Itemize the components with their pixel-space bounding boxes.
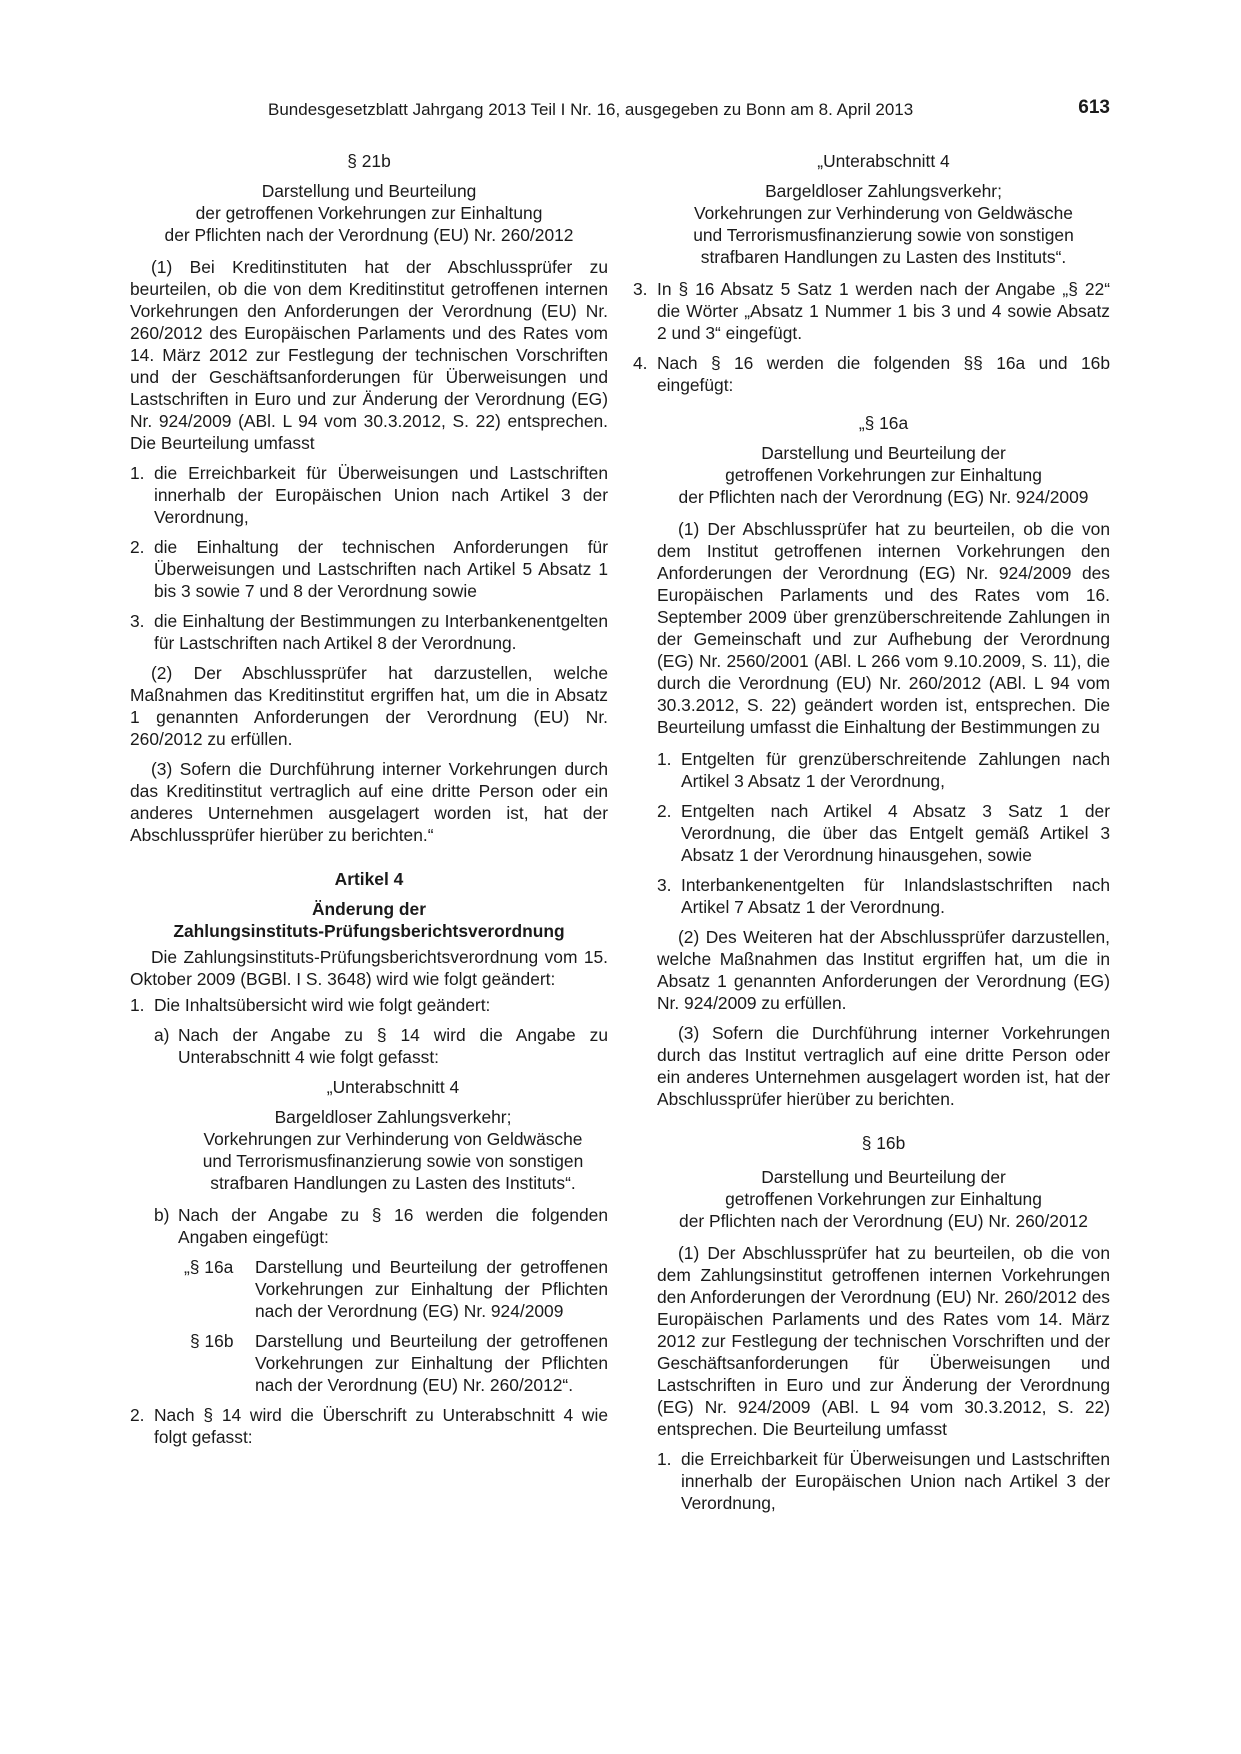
list-number: 3. (633, 279, 648, 299)
list-number: 2. (130, 1405, 145, 1425)
list-text: Interbankenentgelten für Inlandslastschriften nach Artikel 7 Absatz 1 der Verordnung. (681, 875, 1110, 917)
toc-number: § 16b (190, 1331, 234, 1351)
quote-line: Bargeldloser Zahlungsverkehr; (765, 181, 1002, 201)
list-text: die Einhaltung der technischen Anforderungen für Überweisungen und Lastschriften nach Artikel 5 Absatz 1 bis 3 sowie 7 und 8 der Verordnung sowie (154, 537, 608, 601)
sub-item-letter: b) (154, 1205, 170, 1225)
page-header (130, 97, 1110, 124)
paragraph-3: (3) Sofern die Durchführung interner Vorkehrungen durch das Institut vertraglich auf eine dritte Person oder ein anderes Unternehmen ausgelagert worden ist, hat der Abschlussprüfer hierüber zu berichten. (657, 1023, 1110, 1109)
quote-line: Vorkehrungen zur Verhinderung von Geldwäsche (694, 203, 1073, 223)
list-text: die Erreichbarkeit für Überweisungen und Lastschriften innerhalb der Europäischen Union nach Artikel 3 der Verordnung, (154, 463, 608, 527)
sub-item-text: Nach der Angabe zu § 16 werden die folgenden Angaben eingefügt: (178, 1205, 608, 1247)
paragraph-3: (3) Sofern die Durchführung interner Vorkehrungen durch das Kreditinstitut vertraglich auf eine dritte Person oder ein anderes Unternehmen ausgelagert worden ist, hat der Abschlussprüfer hierüber zu berichten.“ (130, 759, 608, 845)
article-4-title: Zahlungsinstituts-Prüfungsberichtsverordnung (173, 921, 565, 941)
section-21b-title-line: der Pflichten nach der Verordnung (EU) Nr. 260/2012 (164, 225, 574, 245)
quote-line: Bargeldloser Zahlungsverkehr; (274, 1107, 512, 1127)
list-item (657, 1448, 1110, 1514)
list-item (633, 352, 1110, 396)
paragraph-1: (1) Bei Kreditinstituten hat der Abschlussprüfer zu beurteilen, ob die von dem Kreditinstitut getroffenen internen Vorkehrungen den Anforderungen der Verordnung (EU) Nr. 260/2012 des Europäischen Parlaments und des Rates vom 14. März 2012 zur Festlegung der technischen Vorschriften und der Geschäftsanforderungen für Überweisungen und Lastschriften in Euro und zur Änderung der Verordnung (EG) Nr. 924/2009 (ABl. L 94 vom 30.3.2012, S. 22) entsprechen. Die Beurteilung umfasst (130, 257, 608, 453)
quoted-heading (130, 1076, 608, 1194)
section-21b-title-line: Darstellung und Beurteilung (261, 181, 477, 201)
section-16b-title-line: getroffenen Vorkehrungen zur Einhaltung (725, 1189, 1042, 1209)
sub-item-text: Nach der Angabe zu § 14 wird die Angabe zu Unterabschnitt 4 wie folgt gefasst: (178, 1025, 608, 1067)
section-21b-heading: § 21b (347, 151, 391, 171)
left-column (130, 150, 608, 1448)
page-number: 613 (1078, 97, 1110, 118)
quote-line: strafbaren Handlungen zu Lasten des Instituts“. (210, 1173, 576, 1193)
paragraph-1: (1) Der Abschlussprüfer hat zu beurteilen, ob die von dem Zahlungsinstitut getroffenen internen Vorkehrungen den Anforderungen der Verordnung (EU) Nr. 260/2012 des Europäischen Parlaments und des Rates vom 14. März 2012 zur Festlegung der technischen Vorschriften und der Geschäftsanforderungen für Überweisungen und Lastschriften in Euro und zur Änderung der Verordnung (EG) Nr. 924/2009 (ABl. L 94 vom 30.3.2012, S. 22) entsprechen. Die Beurteilung umfasst (657, 1243, 1110, 1439)
list-item (130, 462, 608, 528)
toc-text: Darstellung und Beurteilung der getroffenen Vorkehrungen zur Einhaltung der Pflichten nach der Verordnung (EG) Nr. 924/2009 (255, 1257, 608, 1321)
article-4-intro: Die Zahlungsinstituts-Prüfungsberichtsverordnung vom 15. Oktober 2009 (BGBl. I S. 3648) wird wie folgt geändert: (130, 947, 608, 989)
section-16b-title-line: Darstellung und Beurteilung der (761, 1167, 1006, 1187)
list-item (130, 994, 608, 1016)
section-16b-title-line: der Pflichten nach der Verordnung (EU) Nr. 260/2012 (679, 1211, 1088, 1231)
quote-line: und Terrorismusfinanzierung sowie von sonstigen (693, 225, 1074, 245)
article-4-title: Änderung der (311, 899, 426, 919)
list-text: die Einhaltung der Bestimmungen zu Interbankenentgelten für Lastschriften nach Artikel 8 der Verordnung. (154, 611, 608, 653)
quote-line: Vorkehrungen zur Verhinderung von Geldwäsche (203, 1129, 583, 1149)
quote-line: strafbaren Handlungen zu Lasten des Instituts“. (700, 247, 1067, 267)
paragraph-1: (1) Der Abschlussprüfer hat zu beurteilen, ob die von dem Institut getroffenen internen Vorkehrungen den Anforderungen der Verordnung (EG) Nr. 924/2009 des Europäischen Parlaments und des Rates vom 16. September 2009 über grenzüberschreitende Zahlungen in der Gemeinschaft und zur Aufhebung der Verordnung (EG) Nr. 2560/2001 (ABl. L 266 vom 9.10.2009, S. 11), die durch die Verordnung (EU) Nr. 260/2012 (ABl. L 94 vom 30.3.2012, S. 22) geändert worden ist, entsprechen. Die Beurteilung umfasst die Einhaltung der Bestimmungen zu (657, 519, 1110, 737)
sub-item-letter: a) (154, 1025, 170, 1045)
list-number: 2. (657, 801, 672, 821)
list-number: 2. (130, 537, 145, 557)
quoted-heading (633, 150, 1110, 268)
list-text: Entgelten für grenzüberschreitende Zahlungen nach Artikel 3 Absatz 1 der Verordnung, (681, 749, 1110, 791)
paragraph-2: (2) Der Abschlussprüfer hat darzustellen, welche Maßnahmen das Kreditinstitut ergriffen hat, um die in Absatz 1 genannten Anforderungen der Verordnung (EU) Nr. 260/2012 zu erfüllen. (130, 663, 608, 749)
quote-head: „Unterabschnitt 4 (326, 1077, 460, 1097)
section-16a-heading: „§ 16a (858, 413, 909, 433)
list-item (657, 874, 1110, 918)
quote-line: und Terrorismusfinanzierung sowie von sonstigen (202, 1151, 584, 1171)
list-item (130, 536, 608, 602)
sub-item (130, 1024, 608, 1068)
list-text: die Erreichbarkeit für Überweisungen und Lastschriften innerhalb der Europäischen Union nach Artikel 3 der Verordnung, (681, 1449, 1110, 1513)
list-number: 1. (657, 1449, 672, 1469)
list-item (633, 278, 1110, 344)
quote-head: „Unterabschnitt 4 (817, 151, 950, 171)
list-number: 4. (633, 353, 648, 373)
list-item (657, 800, 1110, 866)
list-number: 3. (130, 611, 145, 631)
list-item (130, 610, 608, 654)
section-16a-title-line: getroffenen Vorkehrungen zur Einhaltung (725, 465, 1042, 485)
list-number: 1. (130, 995, 145, 1015)
section-21b-title-line: der getroffenen Vorkehrungen zur Einhaltung (195, 203, 543, 223)
section-16a-title-line: Darstellung und Beurteilung der (761, 443, 1006, 463)
header-title: Bundesgesetzblatt Jahrgang 2013 Teil I Nr. 16, ausgegeben zu Bonn am 8. April 2013 (268, 100, 914, 119)
list-text: Nach § 14 wird die Überschrift zu Unterabschnitt 4 wie folgt gefasst: (154, 1405, 608, 1447)
list-item (657, 748, 1110, 792)
sub-item (130, 1204, 608, 1248)
section-16a-title-line: der Pflichten nach der Verordnung (EG) Nr. 924/2009 (678, 487, 1089, 507)
list-text: Nach § 16 werden die folgenden §§ 16a und 16b eingefügt: (657, 353, 1110, 395)
article-4-heading: Artikel 4 (334, 869, 404, 889)
list-text: In § 16 Absatz 5 Satz 1 werden nach der Angabe „§ 22“ die Wörter „Absatz 1 Nummer 1 bis 3 und 4 sowie Absatz 2 und 3“ eingefügt. (657, 279, 1110, 343)
list-number: 1. (130, 463, 145, 483)
toc-entry (130, 1256, 608, 1322)
paragraph-2: (2) Des Weiteren hat der Abschlussprüfer darzustellen, welche Maßnahmen das Institut ergriffen hat, um die in Absatz 1 genannten Anforderungen der Verordnung (EG) Nr. 924/2009 zu erfüllen. (657, 927, 1110, 1013)
section-16b-heading: § 16b (861, 1133, 906, 1153)
toc-entry (130, 1330, 608, 1396)
toc-number: „§ 16a (184, 1257, 234, 1277)
list-number: 1. (657, 749, 672, 769)
list-item (130, 1404, 608, 1448)
right-column (633, 150, 1110, 1514)
section-16a (633, 412, 1110, 1514)
list-text: Die Inhaltsübersicht wird wie folgt geändert: (154, 995, 491, 1015)
toc-text: Darstellung und Beurteilung der getroffenen Vorkehrungen zur Einhaltung der Pflichten nach der Verordnung (EU) Nr. 260/2012“. (255, 1331, 608, 1395)
list-number: 3. (657, 875, 672, 895)
list-text: Entgelten nach Artikel 4 Absatz 3 Satz 1 der Verordnung, die über das Entgelt gemäß Artikel 3 Absatz 1 der Verordnung hinausgehen, sowie (681, 801, 1110, 865)
